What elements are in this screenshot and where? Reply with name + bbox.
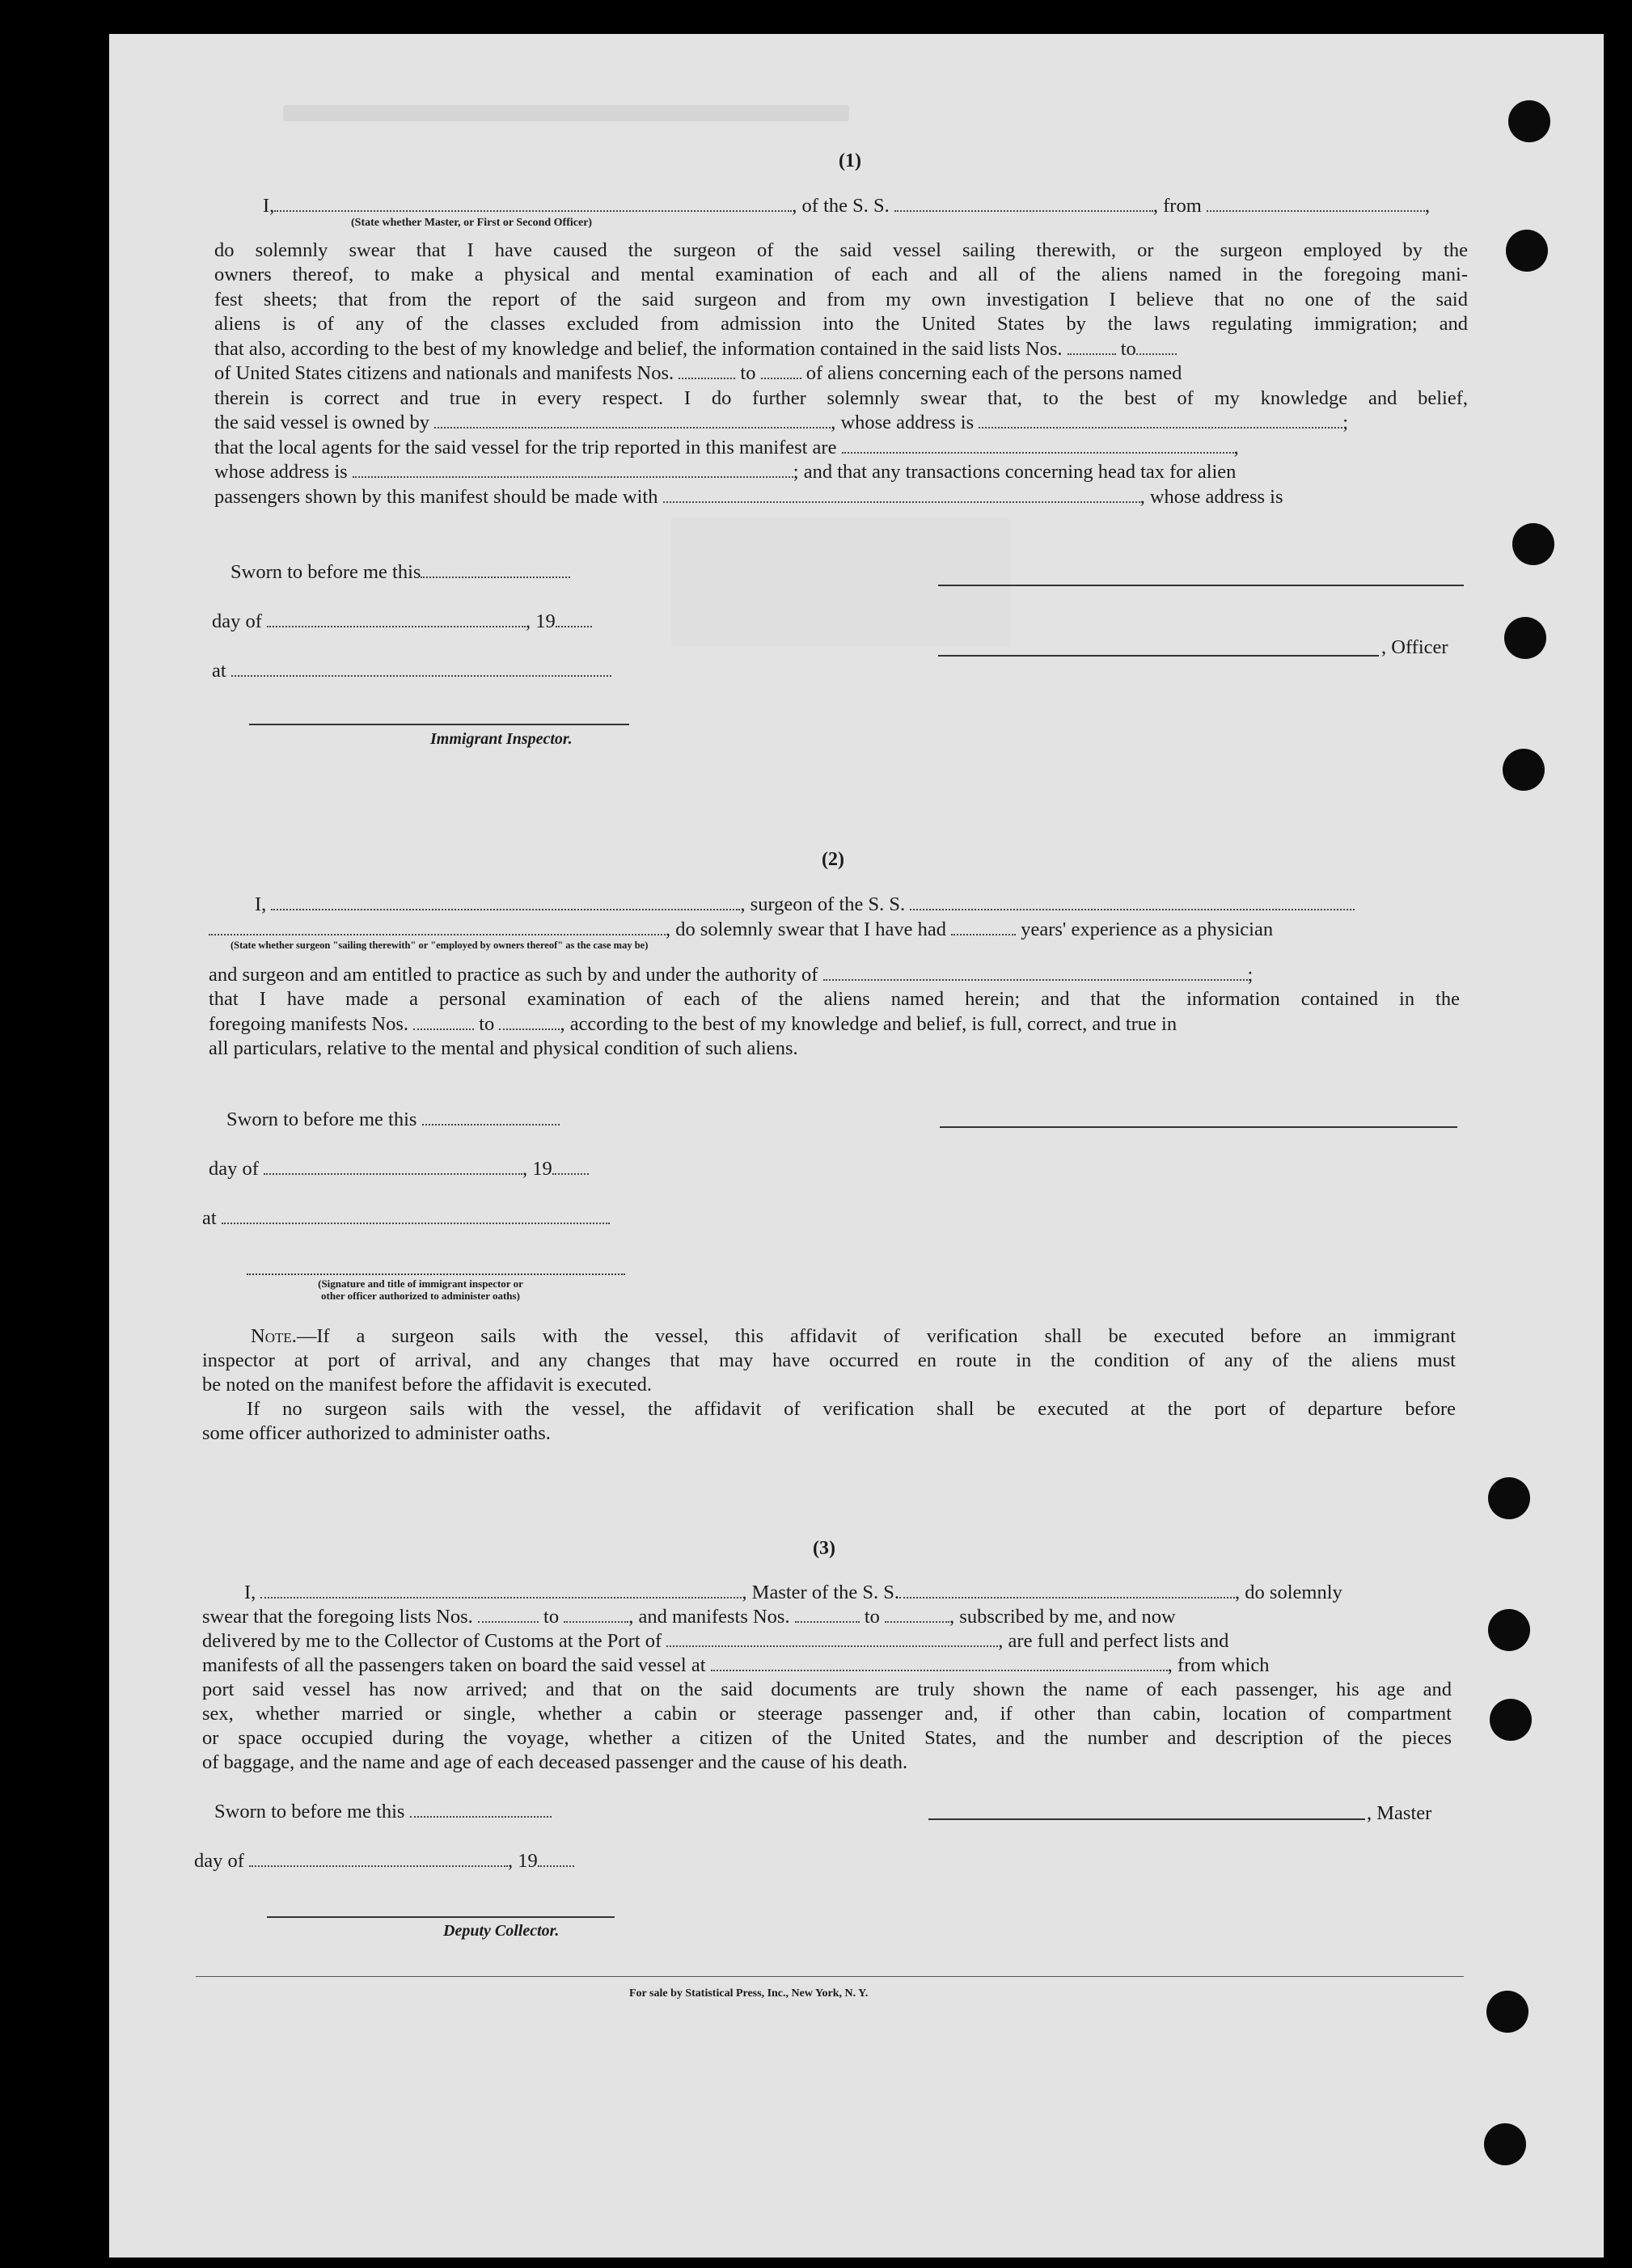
section-1-number: (1) — [839, 150, 861, 171]
note-line: Note.—If a surgeon sails with the vessel, this affidavit of verification shall be executed before an immigrant — [251, 1325, 1456, 1347]
section-2-manifests-line: foregoing manifests Nos. to , according to the best of my knowledge and belief, is full, correct, and true in — [209, 1013, 1177, 1035]
section-3-body-line: of baggage, and the name and age of each deceased passenger and the cause of his death. — [202, 1751, 908, 1773]
section-2-particulars-line: all particulars, relative to the mental and physical condition of such aliens. — [209, 1037, 798, 1059]
section-3-lists-line: swear that the foregoing lists Nos. to , and manifests Nos. to , subscribed by me, and now — [202, 1606, 1176, 1628]
bleed-through-smudge — [283, 105, 849, 121]
master-name-blank[interactable] — [260, 1582, 742, 1599]
punch-hole — [1504, 617, 1546, 659]
years-experience-blank[interactable] — [951, 919, 1016, 935]
manifests-from-blank[interactable] — [679, 363, 735, 379]
place-blank[interactable] — [222, 1208, 610, 1224]
section-3-number: (3) — [813, 1538, 835, 1559]
section-2-body-line: that I have made a personal examination of each of the aliens named herein; and that the information contained in the — [209, 988, 1460, 1010]
lists-to-blank[interactable] — [1136, 339, 1177, 355]
master-label: , Master — [1367, 1802, 1432, 1824]
officer-title-line[interactable] — [938, 655, 1379, 657]
local-agents-blank[interactable] — [842, 437, 1234, 454]
section-1-agents-line: that the local agents for the said vessel for the trip reported in this manifest are , — [214, 437, 1239, 458]
punch-hole — [1506, 230, 1548, 272]
master-name-blank[interactable] — [274, 196, 792, 212]
collector-caption: Deputy Collector. — [443, 1922, 560, 1940]
owner-address-blank[interactable] — [979, 412, 1342, 429]
section-1-at: at — [212, 659, 611, 683]
section-3-day-of: day of , 19 — [194, 1849, 574, 1873]
vessel-name-blank[interactable] — [894, 196, 1153, 212]
port-from-blank[interactable] — [1207, 196, 1425, 212]
lists-to-blank[interactable] — [564, 1607, 628, 1623]
note-line: inspector at port of arrival, and any changes that may have occurred en route in the condition of any of the aliens must — [202, 1349, 1456, 1371]
section-1-lists-line: that also, according to the best of my knowledge and belief, the information contained in the said lists Nos. to — [214, 337, 1177, 361]
section-1-sworn: Sworn to before me this — [230, 560, 570, 585]
note-line: some officer authorized to administer oaths. — [202, 1422, 551, 1444]
section-3-body-line: port said vessel has now arrived; and that on the said documents are truly shown the name of each passenger, his age and — [202, 1679, 1452, 1700]
section-1-body-line: aliens is of any of the classes excluded from admission into the United States by the laws regulating immigration; and — [214, 313, 1468, 335]
section-2-authority-line: and surgeon and am entitled to practice as such by and under the authority of ; — [209, 964, 1254, 986]
punch-hole — [1503, 749, 1545, 791]
surgeon-signature-line[interactable] — [940, 1126, 1457, 1128]
section-2-day-of: day of , 19 — [209, 1157, 589, 1181]
manifests-to-blank[interactable] — [885, 1607, 949, 1623]
sworn-day-blank[interactable] — [422, 1109, 560, 1126]
section-2-opening-line: I, , surgeon of the S. S. — [255, 893, 1355, 917]
officer-label: , Officer — [1381, 636, 1448, 658]
surgeon-manifests-to-blank[interactable] — [499, 1014, 560, 1030]
punch-hole — [1512, 523, 1554, 565]
owner-blank[interactable] — [434, 412, 831, 429]
section-1-opening-line: I, , of the S. S. , from , — [263, 195, 1431, 217]
signature-caption: (Signature and title of immigrant inspector or other officer authorized to administer oaths) — [318, 1278, 523, 1302]
note-line: be noted on the manifest before the affidavit is executed. — [202, 1374, 653, 1396]
surgeon-status-caption: (State whether surgeon "sailing therewith" or "employed by owners thereof" as the case may be) — [230, 940, 649, 951]
port-blank[interactable] — [666, 1631, 998, 1647]
punch-hole — [1488, 1477, 1530, 1519]
bleed-through-smudge — [671, 517, 1011, 647]
section-3-passengers-line: manifests of all the passengers taken on board the said vessel at , from which — [202, 1654, 1270, 1676]
authority-blank[interactable] — [823, 965, 1248, 981]
lists-from-blank[interactable] — [1068, 339, 1116, 355]
section-1-manifests-line: of United States citizens and nationals and manifests Nos. to of aliens concerning each of the persons named — [214, 362, 1182, 384]
section-1-passengers-line: passengers shown by this manifest should be made with , whose address is — [214, 486, 1283, 508]
collector-signature-line[interactable] — [267, 1916, 615, 1918]
month-blank[interactable] — [264, 1159, 522, 1175]
footer-rule — [196, 1976, 1464, 1977]
surgeon-status-blank[interactable] — [209, 919, 666, 935]
head-tax-contact-blank[interactable] — [663, 487, 1140, 503]
inspector-signature-line[interactable] — [247, 1273, 625, 1275]
section-2-at: at — [202, 1206, 610, 1231]
surgeon-name-blank[interactable] — [271, 894, 740, 910]
section-1-body-line: therein is correct and true in every respect. I do further solemnly swear that, to the best of my knowledge and belief, — [214, 387, 1468, 409]
section-3-sworn: Sworn to before me this — [214, 1800, 552, 1824]
inspector-caption: Immigrant Inspector. — [430, 730, 573, 748]
section-2-second-line: , do solemnly swear that I have had years' experience as a physician — [209, 918, 1273, 942]
section-3-body-line: or space occupied during the voyage, whether a citizen of the United States, and the number and description of the pieces — [202, 1727, 1452, 1749]
punch-hole — [1484, 2123, 1526, 2165]
lists-from-blank[interactable] — [478, 1607, 539, 1623]
punch-hole — [1508, 100, 1550, 142]
departure-port-blank[interactable] — [711, 1655, 1168, 1671]
section-3-body-line: sex, whether married or single, whether a cabin or steerage passenger and, if other than cabin, location of compartment — [202, 1703, 1452, 1725]
section-2-sworn: Sworn to before me this — [226, 1108, 560, 1132]
month-blank[interactable] — [249, 1851, 508, 1867]
section-3-port-line: delivered by me to the Collector of Customs at the Port of , are full and perfect lists and — [202, 1630, 1229, 1652]
surgeon-vessel-blank[interactable] — [910, 894, 1355, 910]
sworn-day-blank[interactable] — [410, 1801, 552, 1818]
officer-signature-line[interactable] — [938, 585, 1464, 586]
section-1-body-line: owners thereof, to make a physical and mental examination of each and all of the aliens named in the foregoing mani- — [214, 264, 1468, 285]
surgeon-manifests-from-blank[interactable] — [413, 1014, 474, 1030]
section-1-day-of: day of , 19 — [212, 610, 592, 634]
section-3-opening-line: I, , Master of the S. S. , do solemnly — [244, 1582, 1342, 1603]
inspector-signature-line[interactable] — [249, 724, 629, 725]
year-blank[interactable] — [552, 1159, 589, 1175]
punch-hole — [1490, 1699, 1532, 1741]
year-blank[interactable] — [556, 611, 592, 627]
manifests-from-blank[interactable] — [795, 1607, 860, 1623]
agents-address-blank[interactable] — [353, 462, 793, 478]
punch-hole — [1488, 1609, 1530, 1651]
month-blank[interactable] — [267, 611, 526, 627]
place-blank[interactable] — [231, 661, 611, 677]
section-1-owned-line: the said vessel is owned by , whose address is ; — [214, 412, 1349, 433]
vessel-name-blank[interactable] — [899, 1582, 1235, 1599]
manifests-to-blank[interactable] — [761, 363, 801, 379]
punch-hole — [1486, 1991, 1528, 2033]
master-signature-line[interactable] — [928, 1818, 1365, 1820]
note-line: If no surgeon sails with the vessel, the affidavit of verification shall be executed at the port of departure before — [247, 1398, 1456, 1420]
section-1-address-line: whose address is ; and that any transactions concerning head tax for alien — [214, 461, 1237, 483]
printer-imprint: For sale by Statistical Press, Inc., New York, N. Y. — [629, 1987, 869, 2000]
section-2-number: (2) — [822, 849, 844, 870]
sworn-day-blank[interactable] — [421, 562, 570, 578]
section-1-body-line: do solemnly swear that I have caused the surgeon of the said vessel sailing therewith, or the surgeon employed by the — [214, 239, 1468, 261]
year-blank[interactable] — [538, 1851, 574, 1867]
section-1-body-line: fest sheets; that from the report of the said surgeon and from my own investigation I believe that no one of the said — [214, 289, 1468, 310]
master-caption: (State whether Master, or First or Second Officer) — [351, 217, 593, 229]
